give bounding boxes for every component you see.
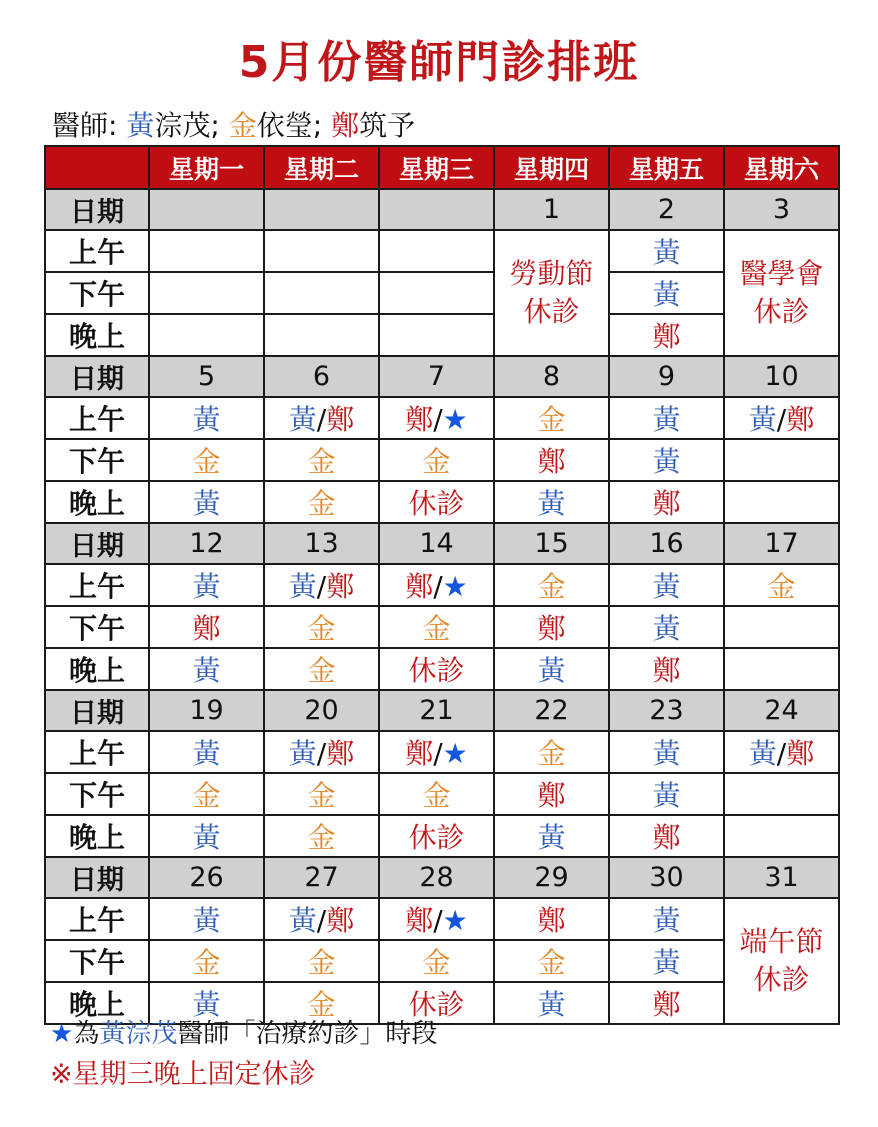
doctor-code: 金: [537, 403, 566, 436]
row-label-date: 日期: [45, 523, 149, 564]
row-label-afternoon: 下午: [45, 940, 149, 982]
date-cell: 14: [379, 523, 494, 564]
doctor-code: 黃: [288, 737, 317, 770]
evening-row: [45, 815, 839, 857]
star-icon: ★: [442, 570, 468, 603]
shift-cell: [724, 439, 839, 481]
date-cell: 9: [609, 356, 724, 397]
footnote-text: 醫師「治療約診」時段: [177, 1019, 438, 1049]
shift-cell: [264, 481, 379, 523]
row-label-morning: 上午: [45, 230, 149, 272]
date-cell: [149, 189, 264, 230]
legend-name-huang: 淙茂: [154, 109, 211, 142]
shift-cell: [149, 230, 264, 272]
afternoon-row: [45, 940, 839, 982]
doctor-code: 休診: [408, 988, 465, 1021]
doctor-code: 鄭: [326, 403, 355, 436]
morning-row: [45, 731, 839, 773]
shift-cell: [609, 898, 724, 940]
doctor-code: 黃: [192, 654, 221, 687]
holiday-note-labor-day: [494, 230, 609, 356]
evening-row: [45, 648, 839, 690]
shift-cell: [264, 314, 379, 356]
morning-row: [45, 898, 839, 940]
shift-cell: [149, 606, 264, 648]
legend-name-zheng: 筑予: [359, 109, 416, 142]
date-cell: 21: [379, 690, 494, 731]
star-icon: ★: [442, 737, 468, 770]
legend-code-jin: 金: [228, 109, 257, 142]
shift-cell: [149, 773, 264, 815]
doctor-code: 黃: [537, 821, 566, 854]
doctor-code: 金: [307, 821, 336, 854]
doctor-code: 鄭: [326, 570, 355, 603]
doctor-code: 鄭: [326, 737, 355, 770]
shift-cell: [149, 314, 264, 356]
legend-code-zheng: 鄭: [331, 109, 360, 142]
note-line: 休診: [753, 963, 810, 996]
row-label-date: 日期: [45, 356, 149, 397]
afternoon-row: [45, 439, 839, 481]
row-label-evening: 晚上: [45, 648, 149, 690]
shift-cell: [264, 564, 379, 606]
doctor-code: 黃: [192, 821, 221, 854]
shift-cell: [149, 898, 264, 940]
doctor-code: 黃: [748, 737, 777, 770]
doctor-code: 黃: [652, 737, 681, 770]
doctor-code: 金: [537, 570, 566, 603]
date-row: [45, 857, 839, 898]
shift-cell: 鄭: [609, 314, 724, 356]
date-row: [45, 690, 839, 731]
doctor-code: 鄭: [537, 904, 566, 937]
doctor-code: 鄭: [652, 988, 681, 1021]
shift-cell: [724, 773, 839, 815]
doctor-code: 休診: [408, 821, 465, 854]
shift-cell: [264, 272, 379, 314]
doctor-code: 黃: [537, 487, 566, 520]
row-label-date: 日期: [45, 857, 149, 898]
date-cell: 23: [609, 690, 724, 731]
doctor-code: 黃: [652, 570, 681, 603]
doctor-code: 金: [307, 988, 336, 1021]
slash-separator: /: [433, 737, 443, 770]
shift-cell: [609, 773, 724, 815]
shift-cell: [379, 898, 494, 940]
shift-cell: [264, 648, 379, 690]
afternoon-row: [45, 773, 839, 815]
doctor-code: 黃: [748, 403, 777, 436]
date-cell: 1: [494, 189, 609, 230]
legend-sep: ;: [312, 109, 332, 142]
date-cell: 22: [494, 690, 609, 731]
date-cell: 5: [149, 356, 264, 397]
doctor-code: 鄭: [537, 445, 566, 478]
date-cell: 12: [149, 523, 264, 564]
star-icon: ★: [442, 403, 468, 436]
doctor-code: 鄭: [405, 403, 434, 436]
doctor-code: 金: [767, 570, 796, 603]
doctor-code: 黃: [652, 612, 681, 645]
date-cell: 6: [264, 356, 379, 397]
shift-cell: [379, 314, 494, 356]
shift-cell: [264, 773, 379, 815]
holiday-note-dragon-boat: [724, 898, 839, 1024]
shift-cell: [379, 606, 494, 648]
doctor-code: 黃: [192, 403, 221, 436]
doctor-code: 金: [307, 946, 336, 979]
weekday-header: 星期五: [609, 146, 724, 189]
slash-separator: /: [316, 737, 327, 770]
slash-separator: /: [776, 737, 787, 770]
date-cell: 16: [609, 523, 724, 564]
doctor-code: 金: [307, 654, 336, 687]
slash-separator: /: [776, 403, 787, 436]
shift-cell: 黃: [609, 272, 724, 314]
row-label-date: 日期: [45, 690, 149, 731]
shift-cell: [264, 439, 379, 481]
schedule-table: [44, 145, 840, 1025]
shift-cell: [494, 564, 609, 606]
date-row: [45, 523, 839, 564]
doctor-code: 金: [422, 445, 451, 478]
shift-cell: 黃: [609, 230, 724, 272]
footnote-wednesday-closed: ※星期三晚上固定休診: [50, 1059, 316, 1090]
slash-separator: /: [433, 403, 443, 436]
row-label-morning: 上午: [45, 898, 149, 940]
doctor-code: 鄭: [786, 737, 815, 770]
doctor-code: 鄭: [405, 570, 434, 603]
morning-row: [45, 564, 839, 606]
date-cell: [379, 189, 494, 230]
doctor-code: 金: [192, 445, 221, 478]
note-line: 端午節: [739, 925, 824, 958]
doctor-code: 黃: [652, 779, 681, 812]
shift-cell: [494, 898, 609, 940]
note-line: 休診: [753, 295, 810, 328]
date-row: [45, 189, 839, 230]
shift-cell: [609, 606, 724, 648]
shift-cell: [609, 564, 724, 606]
footnote-text: 為: [73, 1019, 100, 1049]
doctor-code: 黃: [537, 654, 566, 687]
shift-cell: [264, 397, 379, 439]
shift-cell: [379, 648, 494, 690]
doctor-code: 黃: [192, 487, 221, 520]
doctor-code: 金: [422, 612, 451, 645]
shift-cell: [494, 606, 609, 648]
slash-separator: /: [316, 570, 327, 603]
doctor-code: 黃: [288, 904, 317, 937]
shift-cell: [379, 940, 494, 982]
legend-code-huang: 黃: [126, 109, 155, 142]
doctor-code: 黃: [288, 403, 317, 436]
date-cell: 7: [379, 356, 494, 397]
row-label-morning: 上午: [45, 397, 149, 439]
date-row: [45, 356, 839, 397]
date-cell: 17: [724, 523, 839, 564]
afternoon-row: [45, 272, 839, 314]
shift-cell: [494, 815, 609, 857]
doctor-code: 黃: [192, 988, 221, 1021]
doctor-code: 金: [192, 779, 221, 812]
shift-cell: [494, 481, 609, 523]
shift-cell: [609, 439, 724, 481]
shift-cell: [494, 439, 609, 481]
doctor-code: 黃: [652, 445, 681, 478]
row-label-morning: 上午: [45, 564, 149, 606]
shift-cell: [609, 397, 724, 439]
shift-cell: [264, 230, 379, 272]
shift-cell: [149, 481, 264, 523]
row-label-afternoon: 下午: [45, 272, 149, 314]
weekday-header-row: [45, 146, 839, 189]
doctor-code: 黃: [288, 570, 317, 603]
date-cell: 13: [264, 523, 379, 564]
shift-cell: [609, 815, 724, 857]
legend-sep: ;: [210, 109, 229, 142]
shift-cell: [609, 982, 724, 1024]
doctor-code: 鄭: [786, 403, 815, 436]
date-cell: 26: [149, 857, 264, 898]
doctor-code: 黃: [192, 570, 221, 603]
shift-cell: [609, 648, 724, 690]
shift-cell: [494, 397, 609, 439]
doctor-code: 金: [307, 612, 336, 645]
slash-separator: /: [433, 570, 443, 603]
shift-cell: [724, 648, 839, 690]
doctor-code: 金: [422, 946, 451, 979]
header-corner: [45, 146, 149, 189]
shift-cell: [724, 606, 839, 648]
star-icon: ★: [50, 1019, 74, 1049]
shift-cell: [379, 564, 494, 606]
shift-cell: [609, 731, 724, 773]
date-cell: [264, 189, 379, 230]
shift-cell: [149, 648, 264, 690]
shift-cell: [494, 940, 609, 982]
shift-cell: [149, 564, 264, 606]
shift-cell: [379, 773, 494, 815]
doctor-code: 鄭: [405, 904, 434, 937]
shift-cell: [149, 940, 264, 982]
shift-cell: [379, 815, 494, 857]
weekday-header: 星期三: [379, 146, 494, 189]
star-icon: ★: [442, 904, 468, 937]
row-label-afternoon: 下午: [45, 439, 149, 481]
shift-cell: [494, 648, 609, 690]
weekday-header: 星期四: [494, 146, 609, 189]
date-cell: 8: [494, 356, 609, 397]
doctor-code: 鄭: [326, 904, 355, 937]
doctor-legend: [52, 104, 415, 144]
date-cell: 24: [724, 690, 839, 731]
shift-cell: [264, 606, 379, 648]
shift-cell: [264, 731, 379, 773]
afternoon-row: [45, 606, 839, 648]
date-cell: 29: [494, 857, 609, 898]
doctor-code: 金: [307, 779, 336, 812]
shift-cell: [264, 940, 379, 982]
doctor-code: 金: [422, 779, 451, 812]
row-label-evening: 晚上: [45, 982, 149, 1024]
shift-cell: [494, 731, 609, 773]
row-label-date: 日期: [45, 189, 149, 230]
legend-name-jin: 依瑩: [256, 109, 313, 142]
date-cell: 19: [149, 690, 264, 731]
weekday-header: 星期六: [724, 146, 839, 189]
doctor-code: 鄭: [652, 654, 681, 687]
row-label-afternoon: 下午: [45, 773, 149, 815]
weekday-header: 星期二: [264, 146, 379, 189]
shift-cell: [724, 815, 839, 857]
shift-cell: [379, 481, 494, 523]
shift-cell: [149, 731, 264, 773]
shift-cell: [149, 439, 264, 481]
shift-cell: [379, 272, 494, 314]
date-cell: 31: [724, 857, 839, 898]
evening-row: [45, 314, 839, 356]
shift-cell: [609, 481, 724, 523]
shift-cell: [379, 439, 494, 481]
doctor-code: 黃: [537, 988, 566, 1021]
doctor-code: 休診: [408, 654, 465, 687]
shift-cell: [494, 982, 609, 1024]
shift-cell: [379, 397, 494, 439]
date-cell: 15: [494, 523, 609, 564]
doctor-code: 黃: [652, 403, 681, 436]
doctor-code: 金: [537, 946, 566, 979]
slash-separator: /: [316, 403, 327, 436]
shift-cell: [724, 564, 839, 606]
note-line: 勞動節: [509, 257, 594, 290]
doctor-code: 金: [192, 946, 221, 979]
doctor-code: 金: [537, 737, 566, 770]
slash-separator: /: [433, 904, 443, 937]
date-cell: 27: [264, 857, 379, 898]
shift-cell: [149, 397, 264, 439]
doctor-code: 休診: [408, 487, 465, 520]
row-label-evening: 晚上: [45, 481, 149, 523]
morning-row: [45, 230, 839, 272]
row-label-evening: 晚上: [45, 314, 149, 356]
date-cell: 10: [724, 356, 839, 397]
shift-cell: [264, 898, 379, 940]
shift-cell: [494, 773, 609, 815]
doctor-code: 黃: [192, 904, 221, 937]
shift-cell: [724, 481, 839, 523]
doctor-code: 鄭: [652, 487, 681, 520]
holiday-note-conference: [724, 230, 839, 356]
shift-cell: [149, 272, 264, 314]
note-line: 醫學會: [739, 257, 824, 290]
shift-cell: [724, 397, 839, 439]
shift-cell: [149, 815, 264, 857]
doctor-code: 鄭: [405, 737, 434, 770]
doctor-code: 鄭: [537, 612, 566, 645]
shift-cell: [609, 940, 724, 982]
morning-row: [45, 397, 839, 439]
row-label-afternoon: 下午: [45, 606, 149, 648]
evening-row: [45, 481, 839, 523]
date-cell: 2: [609, 189, 724, 230]
doctor-code: 黃: [652, 904, 681, 937]
date-cell: 20: [264, 690, 379, 731]
date-cell: 3: [724, 189, 839, 230]
row-label-morning: 上午: [45, 731, 149, 773]
doctor-code: 黃: [192, 737, 221, 770]
page-title: 5月份醫師門診排班: [238, 37, 640, 88]
doctor-code: 黃: [652, 946, 681, 979]
doctor-code: 鄭: [192, 612, 221, 645]
date-cell: 28: [379, 857, 494, 898]
doctor-code: 鄭: [537, 779, 566, 812]
shift-cell: [379, 230, 494, 272]
footnote-doctor-name: 黃淙茂: [99, 1019, 178, 1049]
weekday-header: 星期一: [149, 146, 264, 189]
footnote-treatment: [50, 1013, 437, 1050]
row-label-evening: 晚上: [45, 815, 149, 857]
legend-prefix: 醫師:: [52, 109, 127, 142]
shift-cell: [379, 731, 494, 773]
shift-cell: [264, 815, 379, 857]
note-line: 休診: [523, 295, 580, 328]
doctor-code: 金: [307, 487, 336, 520]
date-cell: 30: [609, 857, 724, 898]
slash-separator: /: [316, 904, 327, 937]
doctor-code: 鄭: [652, 821, 681, 854]
shift-cell: [724, 731, 839, 773]
doctor-code: 金: [307, 445, 336, 478]
